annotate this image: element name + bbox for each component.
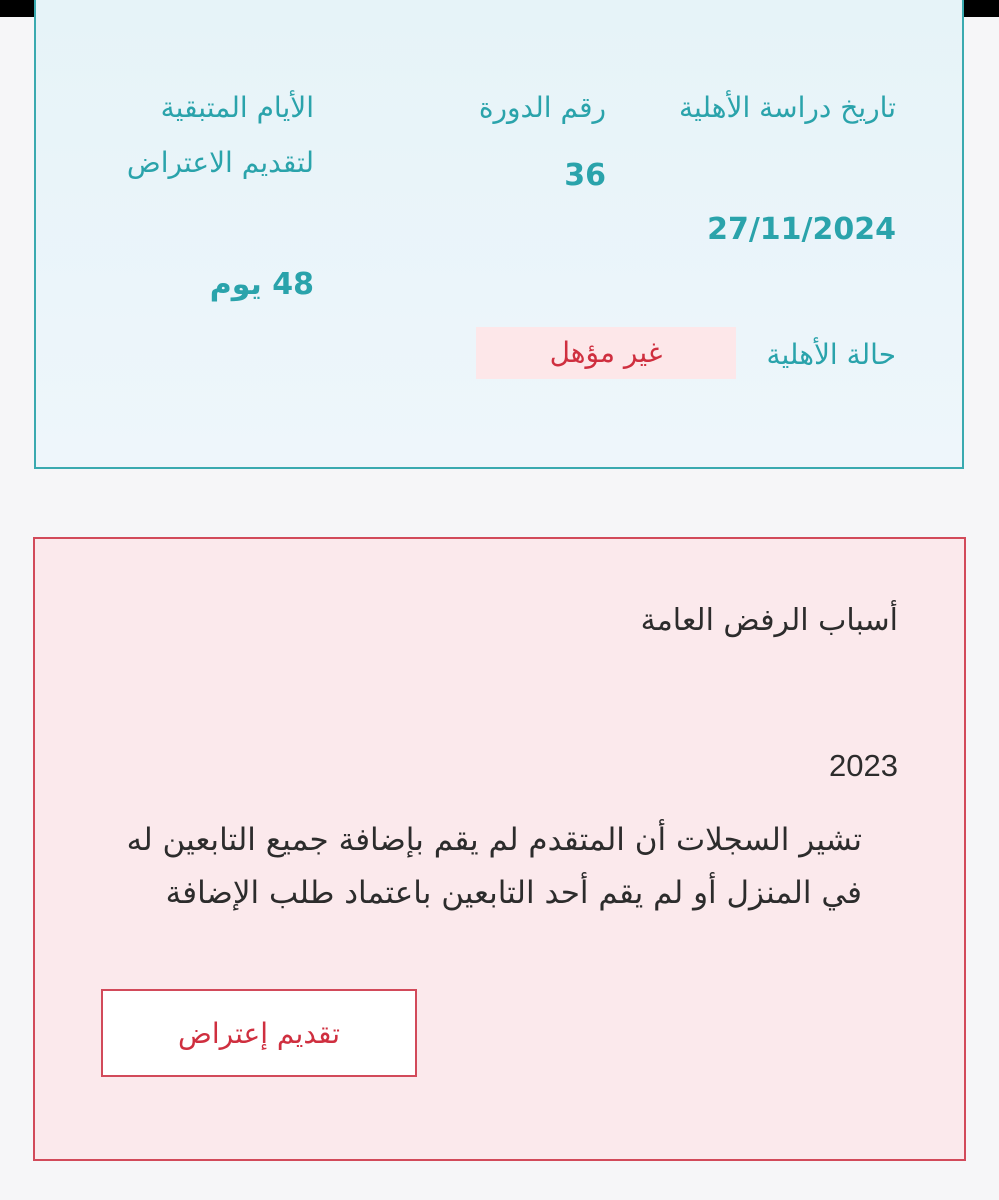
rejection-reason: تشير السجلات أن المتقدم لم يقم بإضافة جميع التابعين له في المنزل أو لم يقم أحد التابعين باعتماد طلب الإضافة	[126, 822, 862, 911]
cycle-value: 36	[564, 158, 606, 193]
status-label: حالة الأهلية	[766, 338, 896, 371]
remaining-days-value: 48 يوم	[209, 267, 314, 302]
rejection-year: 2023	[829, 748, 898, 783]
rejection-title: أسباب الرفض العامة	[640, 603, 898, 638]
study-date-value: 27/11/2024	[707, 212, 896, 247]
remaining-days-label: الأيام المتبقية لتقديم الاعتراض	[126, 91, 314, 179]
cycle-label: رقم الدورة	[478, 91, 606, 124]
eligibility-card	[34, 0, 964, 469]
status-badge: غير مؤهل	[476, 327, 736, 379]
submit-objection-button[interactable]: تقديم إعتراض	[101, 989, 417, 1077]
rejection-card	[33, 537, 966, 1161]
study-date-label: تاريخ دراسة الأهلية	[679, 91, 896, 124]
